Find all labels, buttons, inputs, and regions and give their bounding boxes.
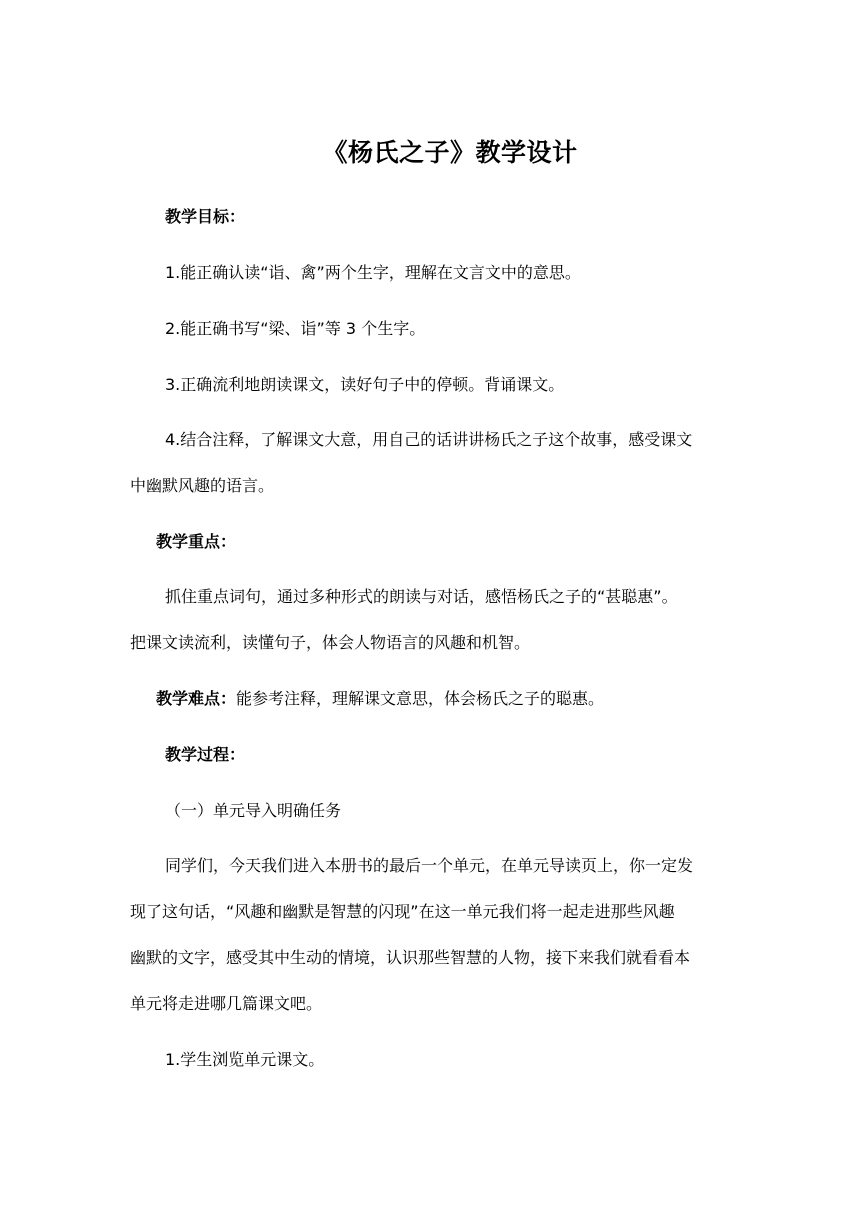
objective-item: 3.正确流利地朗读课文，读好句子中的停顿。背诵课文。: [165, 375, 565, 394]
intro-text: 幽默的文字，感受其中生动的情境，认识那些智慧的人物，接下来我们就看看本: [130, 948, 691, 967]
objective-item: 4.结合注释，了解课文大意，用自己的话讲讲杨氏之子这个故事，感受课文: [165, 430, 693, 449]
intro-text: 现了这句话，“风趣和幽默是智慧的闪现”在这一单元我们将一起走进那些风趣: [130, 902, 675, 921]
difficulty-paragraph: [156, 689, 604, 709]
key-points-heading: 教学重点：: [156, 532, 237, 551]
difficulty-text: 能参考注释，理解课文意思，体会杨氏之子的聪惠。: [236, 689, 605, 708]
objective-item: 1.能正确认读“诣、禽”两个生字，理解在文言文中的意思。: [165, 263, 581, 282]
key-points-text: 抓住重点词句，通过多种形式的朗读与对话，感悟杨氏之子的“甚聪惠”。: [165, 587, 678, 606]
process-heading: 教学过程：: [165, 745, 246, 764]
intro-text: 单元将走进哪几篇课文吧。: [130, 994, 323, 1013]
objectives-heading: 教学目标：: [165, 207, 246, 226]
section-heading: （一）单元导入明确任务: [165, 801, 342, 820]
step-item: 1.学生浏览单元课文。: [165, 1050, 325, 1069]
intro-text: 同学们，今天我们进入本册书的最后一个单元，在单元导读页上，你一定发: [165, 856, 694, 875]
objective-item: 2.能正确书写“梁、诣”等 3 个生字。: [165, 319, 426, 338]
objective-item-continued: 中幽默风趣的语言。: [130, 476, 275, 495]
key-points-text: 把课文读流利，读懂句子，体会人物语言的风趣和机智。: [130, 633, 531, 652]
difficulty-heading: 教学难点：: [156, 689, 237, 708]
document-title: 《杨氏之子》教学设计: [322, 138, 578, 167]
